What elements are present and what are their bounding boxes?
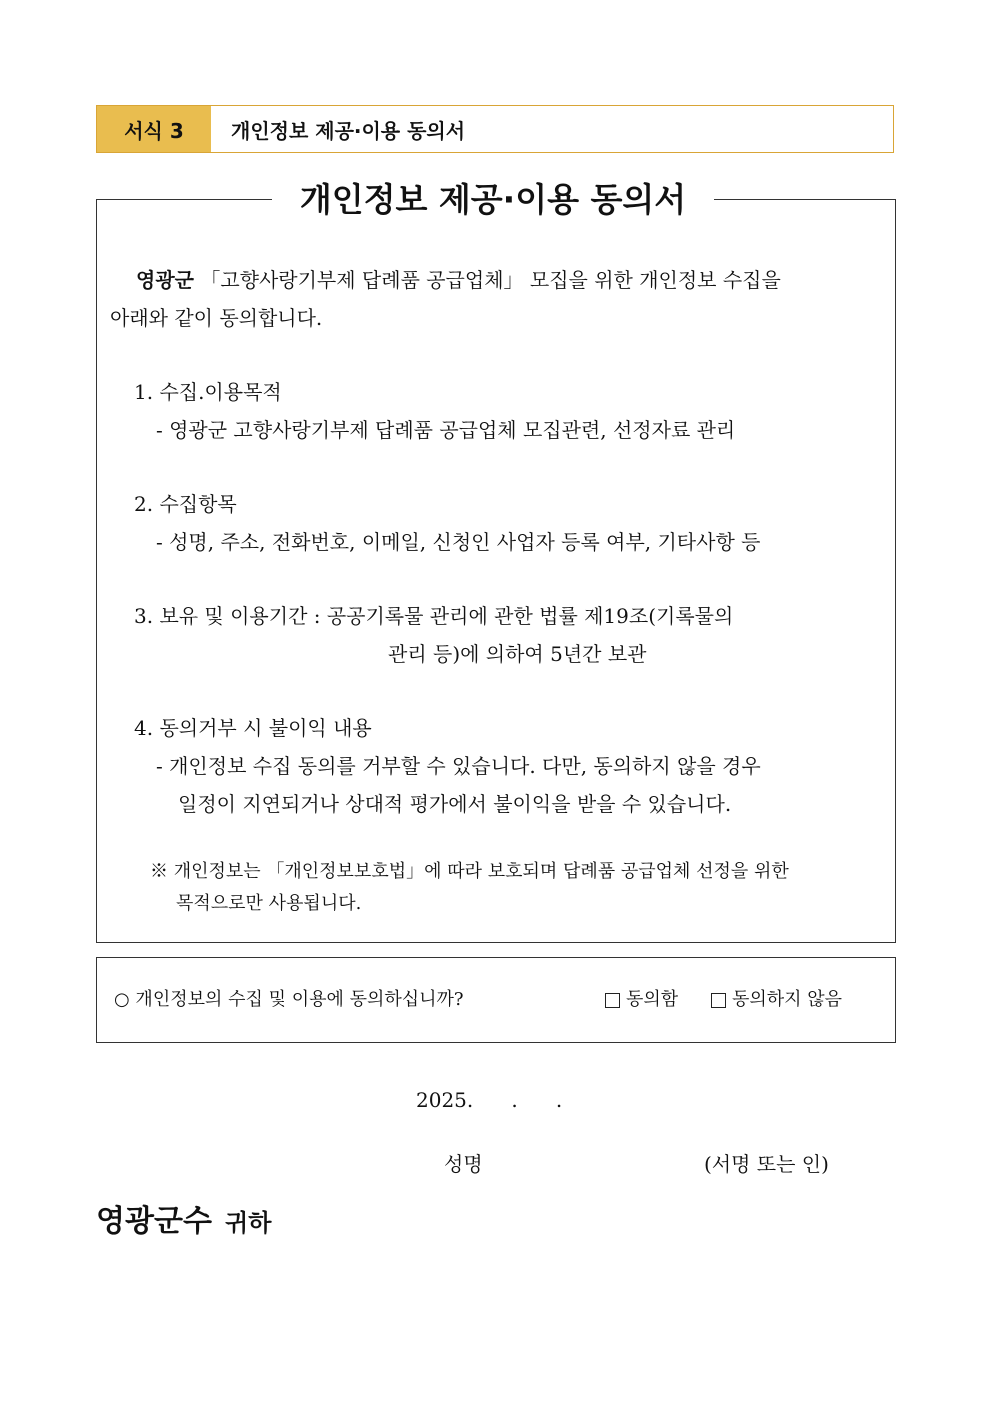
recipient-line xyxy=(96,1196,271,1240)
privacy-note-line-1: ※ 개인정보는 「개인정보보호법」에 따라 보호되며 답례품 공급업체 선정을 위한 xyxy=(150,861,789,882)
recipient-name: 영광군수 xyxy=(96,1204,212,1239)
section-1-line-1: - 영광군 고향사랑기부제 답례품 공급업체 모집관련, 선정자료 관리 xyxy=(156,418,736,442)
disagree-option[interactable] xyxy=(711,986,842,1017)
recipient-suffix: 귀하 xyxy=(225,1208,272,1237)
privacy-note-line-2: 목적으로만 사용됩니다. xyxy=(176,893,362,914)
section-1-heading: 1. 수집.이용목적 xyxy=(134,380,282,404)
signature-label: (서명 또는 인) xyxy=(704,1152,829,1176)
disagree-label: 동의하지 않음 xyxy=(732,989,843,1010)
intro-line-2: 아래와 같이 동의합니다. xyxy=(110,306,323,330)
intro-text: 「고향사랑기부제 답례품 공급업체」 모집을 위한 개인정보 수집을 xyxy=(193,268,781,292)
form-header-bar xyxy=(96,105,894,153)
disagree-checkbox[interactable] xyxy=(711,993,726,1008)
document-title: 개인정보 제공·이용 동의서 xyxy=(272,176,714,224)
name-label: 성명 xyxy=(444,1152,483,1176)
form-number-badge: 서식 3 xyxy=(97,106,211,152)
section-4-line-2: 일정이 지연되거나 상대적 평가에서 불이익을 받을 수 있습니다. xyxy=(178,792,732,816)
section-3-heading: 3. 보유 및 이용기간 : 공공기록물 관리에 관한 법률 제19조(기록물의 xyxy=(134,604,734,628)
agree-checkbox[interactable] xyxy=(605,993,620,1008)
section-2-line-1: - 성명, 주소, 전화번호, 이메일, 신청인 사업자 등록 여부, 기타사항 등 xyxy=(156,530,761,554)
intro-org: 영광군 xyxy=(136,268,194,292)
agree-option[interactable] xyxy=(605,986,678,1017)
section-4-line-1: - 개인정보 수집 동의를 거부할 수 있습니다. 다만, 동의하지 않을 경우 xyxy=(156,754,761,778)
section-2-heading: 2. 수집항목 xyxy=(134,492,237,516)
intro-line-1 xyxy=(136,266,781,294)
consent-question: ○ 개인정보의 수집 및 이용에 동의하십니까? xyxy=(114,989,464,1010)
section-4-heading: 4. 동의거부 시 불이익 내용 xyxy=(134,716,372,740)
section-3-line-1: 관리 등)에 의하여 5년간 보관 xyxy=(388,642,647,666)
form-header-title: 개인정보 제공·이용 동의서 xyxy=(231,118,466,143)
date-line: 2025. . . xyxy=(416,1088,563,1112)
agree-label: 동의함 xyxy=(626,989,679,1010)
